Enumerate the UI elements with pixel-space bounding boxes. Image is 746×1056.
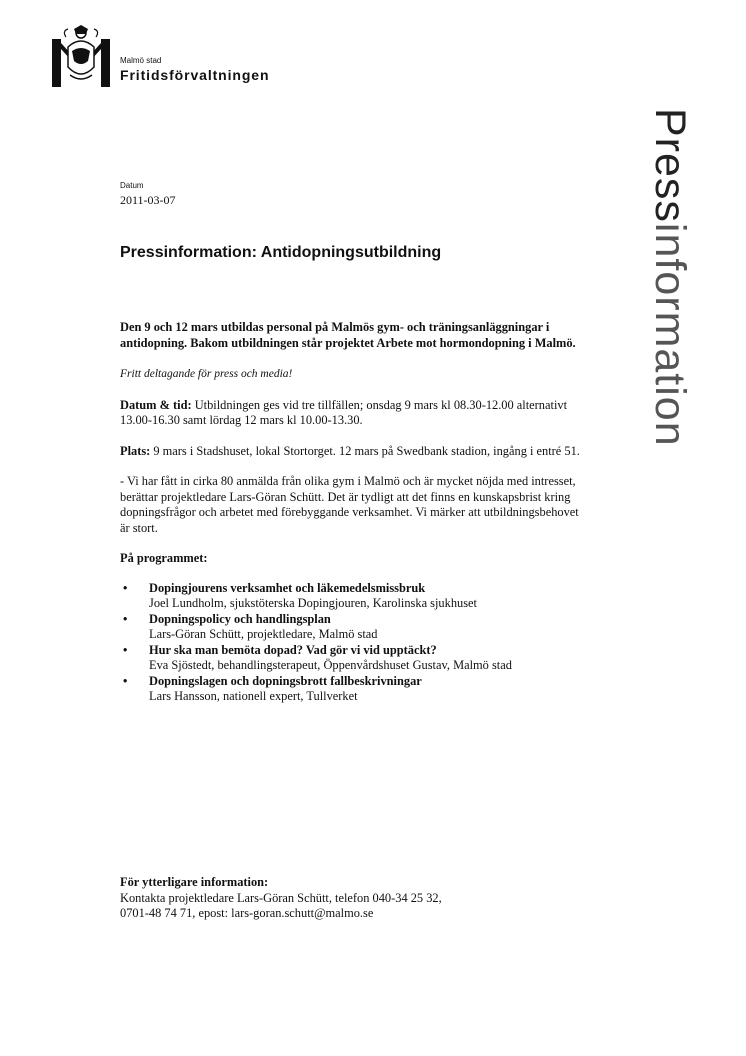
quote-paragraph: - Vi har fått in cirka 80 anmälda från olika gym i Malmö och är mycket nöjda med intresset, berättar projektledare Lars-Göran Schütt. Det är tydligt att det finns en kunskapsbrist kring dopningsfrågor och arbetet med förebyggande verksamhet. Vi märker att utbildningsbehovet är stort.	[120, 474, 579, 535]
datetime-text: Utbildningen ges vid tre tillfällen; onsdag 9 mars kl 08.30-12.00 alternativt 13.00-16.30 samt lördag 12 mars kl 10.00-13.30.	[120, 397, 568, 427]
program-item-title: Dopningslagen och dopningsbrott fallbeskrivningar	[149, 673, 422, 688]
list-item	[120, 581, 590, 612]
document-body	[120, 320, 590, 705]
page-title: Pressinformation: Antidopningsutbildning	[120, 244, 442, 261]
date-label: Datum	[120, 181, 144, 190]
program-item-title: Dopningspolicy och handlingsplan	[149, 611, 331, 626]
vertical-press-label	[646, 108, 694, 447]
contact-line-2: 0701-48 74 71, epost: lars-goran.schutt@malmo.se	[120, 906, 374, 920]
lead-paragraph: Den 9 och 12 mars utbildas personal på Malmös gym- och träningsanläggningar i antidopning. Bakom utbildningen står projektet Arbete mot hormondopning i Malmö.	[120, 320, 576, 350]
date-value: 2011-03-07	[120, 193, 176, 207]
bullet-icon: •	[123, 580, 128, 595]
list-item	[120, 674, 590, 705]
list-item	[120, 643, 590, 674]
place-paragraph	[120, 444, 590, 460]
malmo-coat-of-arms-logo	[52, 25, 110, 87]
program-item-speaker: Joel Lundholm, sjukstöterska Dopingjouren, Karolinska sjukhuset	[149, 596, 477, 610]
contact-line-1: Kontakta projektledare Lars-Göran Schütt, telefon 040-34 25 32,	[120, 890, 442, 905]
place-label: Plats:	[120, 443, 151, 458]
vertical-label-part2: information	[646, 222, 694, 447]
organization-header	[120, 56, 269, 84]
bullet-icon: •	[123, 611, 128, 626]
datetime-paragraph	[120, 398, 590, 429]
program-item-title: Dopingjourens verksamhet och läkemedelsmissbruk	[149, 580, 426, 595]
list-item	[120, 612, 590, 643]
contact-heading: För ytterligare information:	[120, 875, 269, 889]
program-item-speaker: Lars Hansson, nationell expert, Tullverket	[149, 689, 358, 703]
bullet-icon: •	[123, 673, 128, 688]
contact-block	[120, 875, 600, 922]
bullet-icon: •	[123, 642, 128, 657]
invite-note: Fritt deltagande för press och media!	[120, 368, 293, 380]
program-heading: På programmet:	[120, 551, 208, 565]
vertical-label-part1: Press	[646, 108, 694, 223]
org-city: Malmö stad	[120, 56, 162, 65]
program-list	[120, 581, 590, 705]
place-text: 9 mars i Stadshuset, lokal Stortorget. 12 mars på Swedbank stadion, ingång i entré 51.	[150, 443, 580, 458]
program-item-speaker: Eva Sjöstedt, behandlingsterapeut, Öppenvårdshuset Gustav, Malmö stad	[149, 658, 512, 672]
program-item-speaker: Lars-Göran Schütt, projektledare, Malmö stad	[149, 627, 378, 641]
program-item-title: Hur ska man bemöta dopad? Vad gör vi vid upptäckt?	[149, 642, 437, 657]
datetime-label: Datum & tid:	[120, 397, 192, 412]
org-department: Fritidsförvaltningen	[120, 67, 270, 83]
